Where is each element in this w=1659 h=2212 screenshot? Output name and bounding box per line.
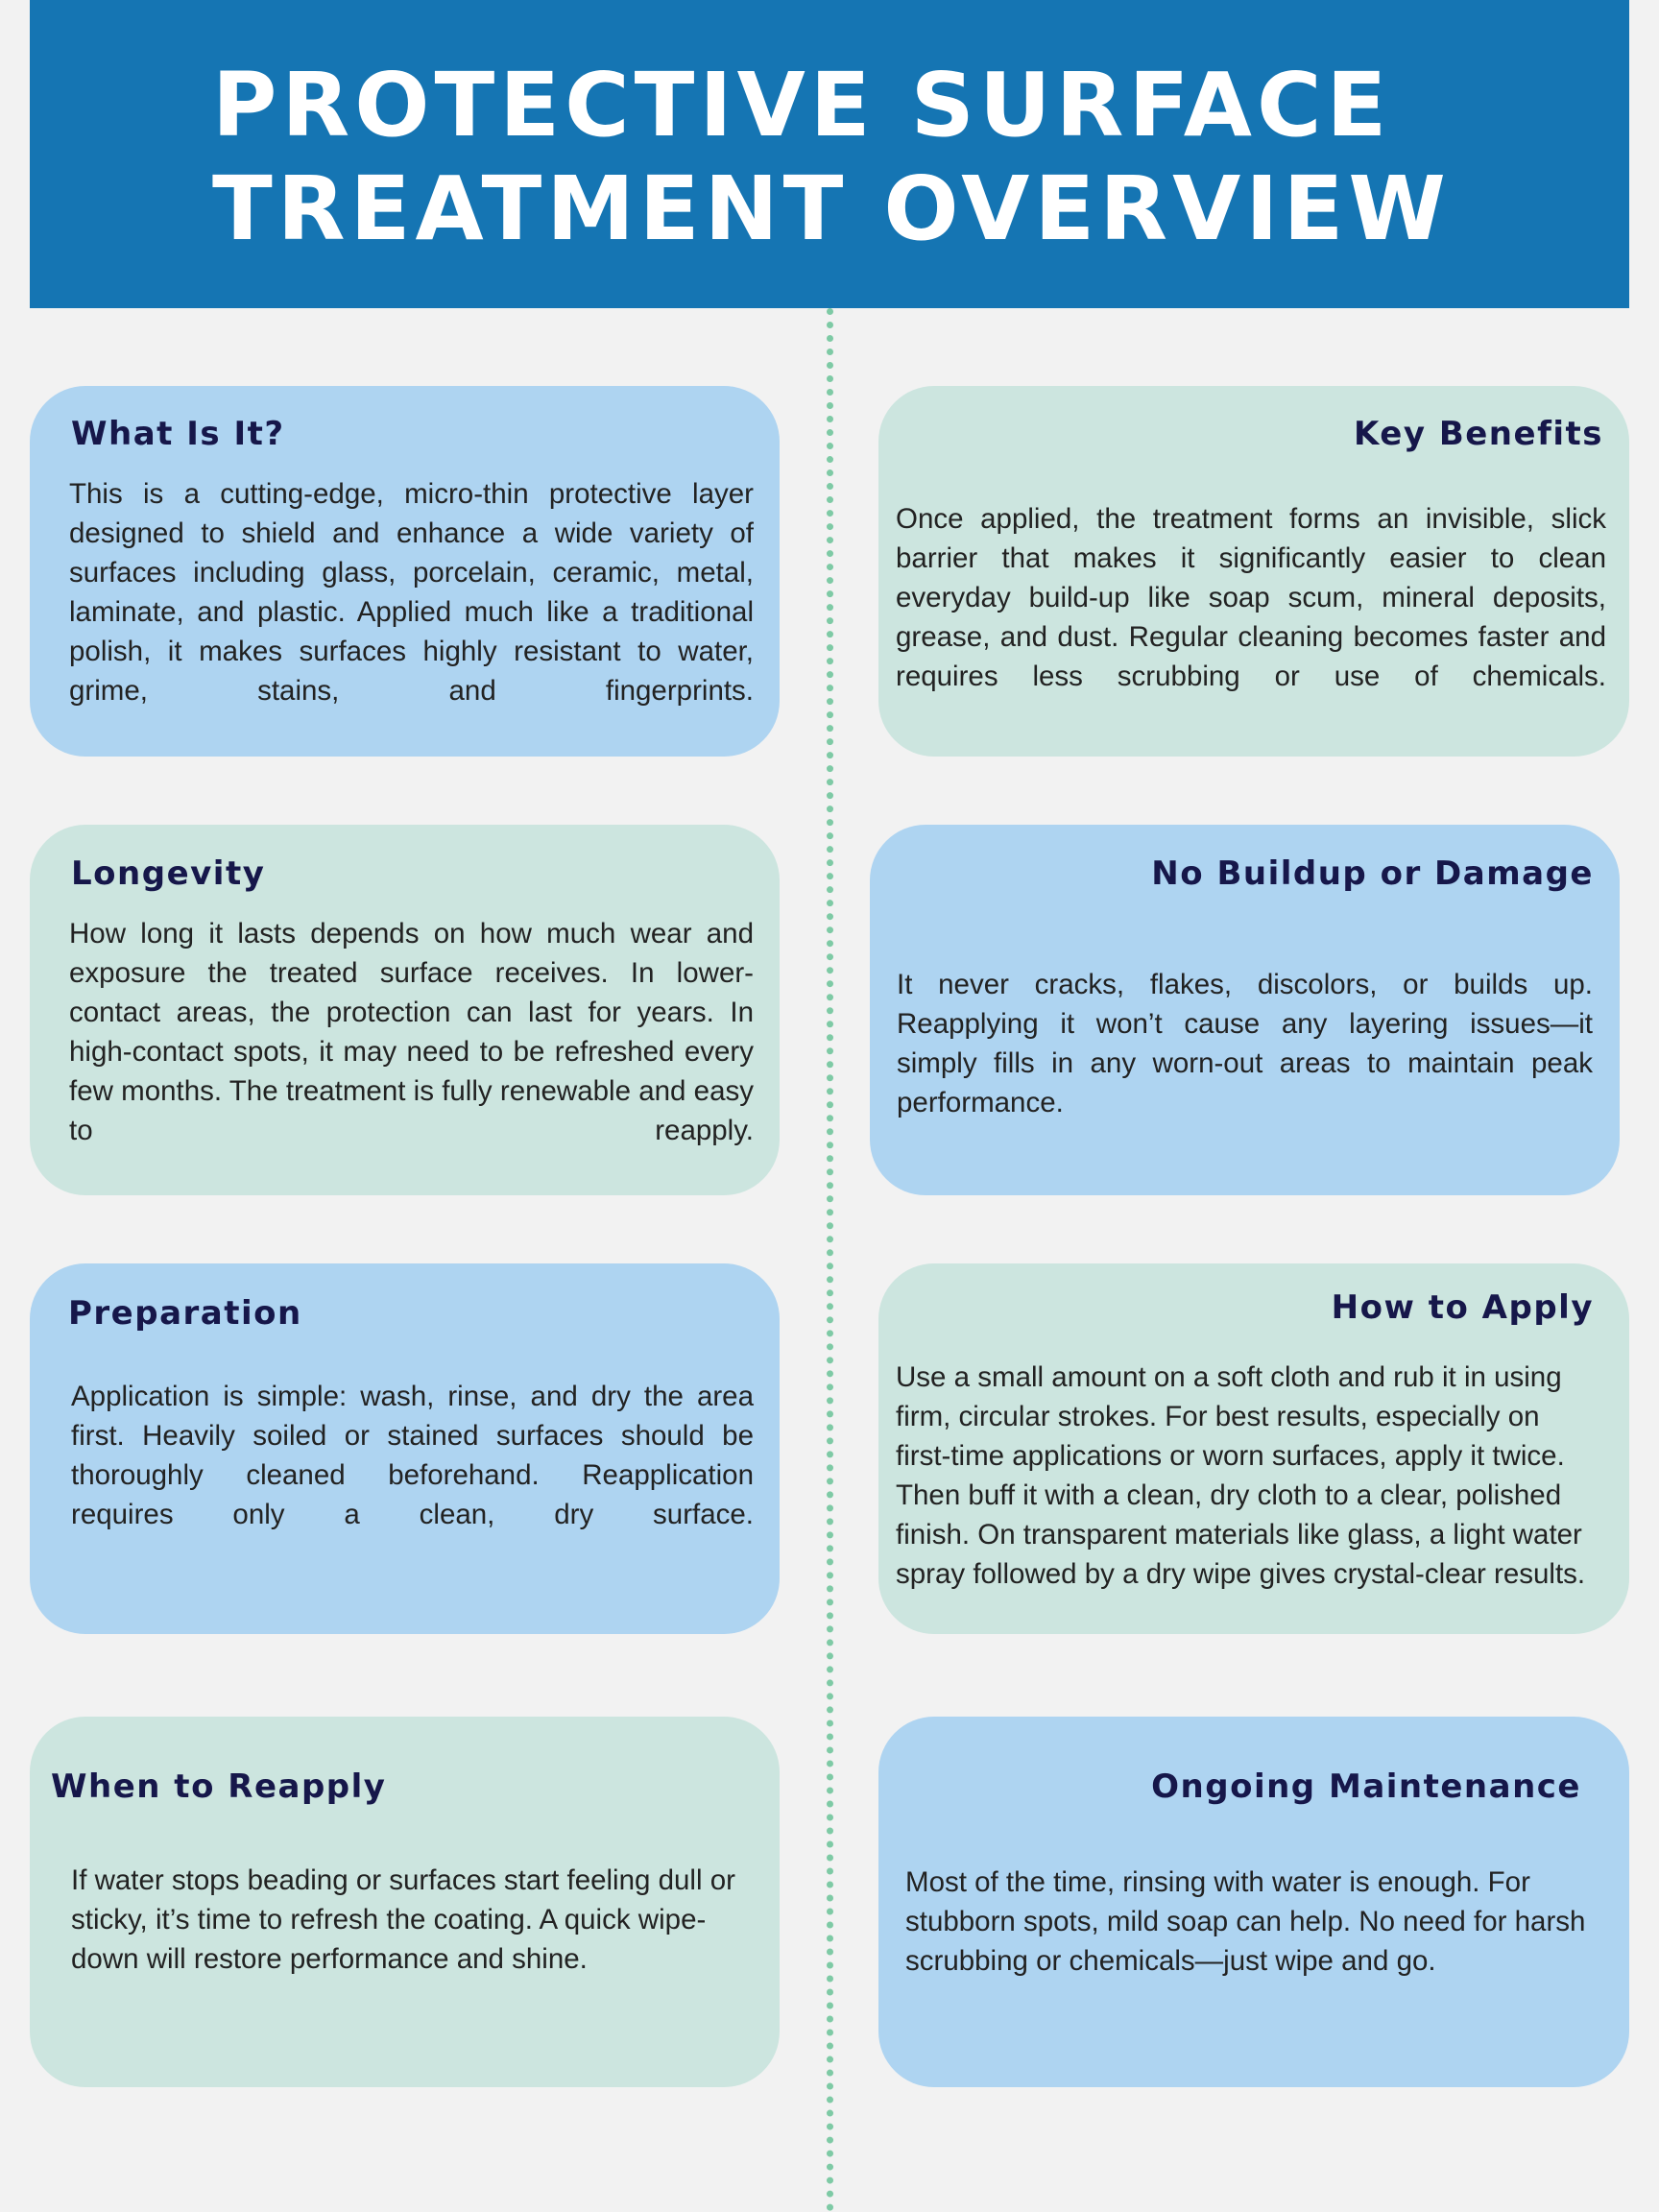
card-heading: When to Reapply — [51, 1767, 387, 1806]
card-preparation — [30, 1263, 780, 1634]
card-body: Once applied, the treatment forms an invisible, slick barrier that makes it significantly easier to clean everyday build-up like soap scum, mineral deposits, grease, and dust. Regular cleaning becomes faster and requires less scrubbing or use of chemicals. — [896, 503, 1606, 692]
center-divider — [827, 308, 833, 2212]
card-no-buildup — [870, 825, 1620, 1195]
card-longevity — [30, 825, 780, 1195]
page-title-line-2: TREATMENT OVERVIEW — [212, 157, 1451, 260]
card-body: How long it lasts depends on how much wear and exposure the treated surface receives. In lower-contact areas, the protection can last for years. In high-contact spots, it may need to be refreshed every few months. The treatment is fully renewable and easy to reapply. — [69, 918, 754, 1146]
card-key-benefits — [878, 386, 1629, 757]
page-title-line-1: PROTECTIVE SURFACE — [212, 54, 1392, 156]
card-heading: No Buildup or Damage — [1151, 854, 1594, 893]
card-heading: What Is It? — [71, 415, 285, 453]
card-body: Application is simple: wash, rinse, and dry the area first. Heavily soiled or stained surfaces should be thoroughly cleaned beforehand. Reapplication requires only a clean, dry surface. — [71, 1381, 754, 1530]
header-banner — [30, 0, 1629, 308]
card-heading: Ongoing Maintenance — [1151, 1767, 1581, 1806]
card-body: It never cracks, flakes, discolors, or builds up. Reapplying it won’t cause any layering issues—it simply fills in any worn-out areas to maintain peak performance. — [897, 969, 1593, 1118]
card-body: Use a small amount on a soft cloth and rub it in using firm, circular strokes. For best results, especially on first-time applications or worn surfaces, apply it twice. Then buff it with a clean, dry cloth to a clear, polished finish. On transparent materials like glass, a light water spray followed by a dry wipe gives crystal-clear results. — [896, 1361, 1586, 1590]
page-title — [212, 54, 1451, 261]
card-body: If water stops beading or surfaces start feeling dull or sticky, it’s time to refresh the coating. A quick wipe-down will restore performance and shine. — [71, 1864, 735, 1975]
card-ongoing-maintenance — [878, 1717, 1629, 2087]
card-when-to-reapply — [30, 1717, 780, 2087]
card-body: This is a cutting-edge, micro-thin protective layer designed to shield and enhance a wide variety of surfaces including glass, porcelain, ceramic, metal, laminate, and plastic. Applied much like a traditional polish, it makes surfaces highly resistant to water, grime, stains, and fingerprints. — [69, 478, 754, 707]
card-heading: Preparation — [68, 1294, 302, 1333]
card-heading: How to Apply — [1331, 1288, 1594, 1327]
card-what-is-it — [30, 386, 780, 757]
card-body: Most of the time, rinsing with water is enough. For stubborn spots, mild soap can help. No need for harsh scrubbing or chemicals—just wipe and go. — [905, 1866, 1586, 1977]
card-heading: Key Benefits — [1354, 415, 1603, 453]
card-how-to-apply — [878, 1263, 1629, 1634]
card-heading: Longevity — [71, 854, 266, 893]
